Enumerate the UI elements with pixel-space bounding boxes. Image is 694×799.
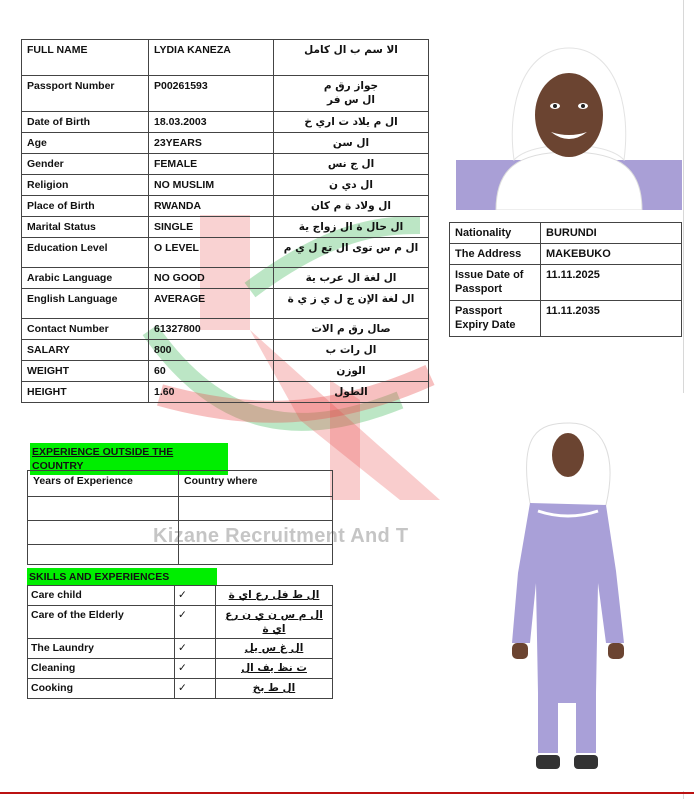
- info-value: FEMALE: [149, 154, 274, 175]
- skill-arabic-label: ال ط بخ: [216, 679, 333, 699]
- info-value: O LEVEL: [149, 238, 274, 268]
- info-label: Age: [22, 133, 149, 154]
- info-label: Marital Status: [22, 217, 149, 238]
- info-label: Arabic Language: [22, 268, 149, 289]
- skill-arabic-label: ال م س ن ي ن رع اي ة: [216, 606, 333, 639]
- experience-years-header: Years of Experience: [28, 471, 179, 497]
- info-row: [22, 154, 429, 175]
- info-arabic-label: ال لغة ال عرب ية: [274, 268, 429, 289]
- info-arabic-label: ال ولاد ة م كان: [274, 196, 429, 217]
- skills-heading: SKILLS AND EXPERIENCES: [27, 568, 217, 586]
- experience-cell: [179, 545, 333, 565]
- skill-label: Care of the Elderly: [28, 606, 175, 639]
- experience-cell: [28, 497, 179, 521]
- info-value: 18.03.2003: [149, 112, 274, 133]
- info-row: [22, 238, 429, 268]
- info-value: 1.60: [149, 382, 274, 403]
- info-value: 23YEARS: [149, 133, 274, 154]
- experience-cell: [28, 521, 179, 545]
- experience-table: [27, 470, 333, 565]
- info-arabic-label: ال دي ن: [274, 175, 429, 196]
- portrait-photo: [456, 40, 682, 210]
- info-arabic-label: ال حال ة ال زواج ية: [274, 217, 429, 238]
- info-label: HEIGHT: [22, 382, 149, 403]
- skill-row: [28, 679, 333, 699]
- passport-value: 11.11.2025: [541, 265, 682, 301]
- passport-info-table: [449, 222, 682, 337]
- info-row: [22, 40, 429, 76]
- skill-check-icon: ✓: [175, 639, 216, 659]
- info-row: [22, 112, 429, 133]
- skill-arabic-label: ال غ س يل: [216, 639, 333, 659]
- info-label: Religion: [22, 175, 149, 196]
- info-row: [22, 319, 429, 340]
- passport-row: [450, 244, 682, 265]
- skill-row: [28, 659, 333, 679]
- experience-cell: [179, 497, 333, 521]
- skill-check-icon: ✓: [175, 606, 216, 639]
- passport-label: Issue Date of Passport: [450, 265, 541, 301]
- info-row: [22, 382, 429, 403]
- info-row: [22, 289, 429, 319]
- info-value: NO GOOD: [149, 268, 274, 289]
- info-value: NO MUSLIM: [149, 175, 274, 196]
- skill-row: [28, 586, 333, 606]
- skill-check-icon: ✓: [175, 679, 216, 699]
- skill-row: [28, 639, 333, 659]
- info-arabic-label: جواز رق م ال س فر: [274, 76, 429, 112]
- info-arabic-label: الطول: [274, 382, 429, 403]
- passport-value: BURUNDI: [541, 223, 682, 244]
- info-arabic-label: ال لغة الإن ج ل ي ز ي ة: [274, 289, 429, 319]
- passport-value: 11.11.2035: [541, 301, 682, 337]
- info-arabic-label: صال رق م الات: [274, 319, 429, 340]
- passport-row: [450, 301, 682, 337]
- info-value: P00261593: [149, 76, 274, 112]
- info-label: Contact Number: [22, 319, 149, 340]
- skills-table: [27, 585, 333, 699]
- skill-row: [28, 606, 333, 639]
- info-value: SINGLE: [149, 217, 274, 238]
- info-arabic-label: ال م س توى ال تع ل ي م: [274, 238, 429, 268]
- info-row: [22, 76, 429, 112]
- passport-label: Nationality: [450, 223, 541, 244]
- info-label: FULL NAME: [22, 40, 149, 76]
- info-row: [22, 133, 429, 154]
- info-value: RWANDA: [149, 196, 274, 217]
- passport-value: MAKEBUKO: [541, 244, 682, 265]
- info-value: 800: [149, 340, 274, 361]
- skill-arabic-label: ال ط فل رع اي ة: [216, 586, 333, 606]
- info-row: [22, 175, 429, 196]
- skill-label: Cooking: [28, 679, 175, 699]
- info-arabic-label: ال م يلاد ت اري خ: [274, 112, 429, 133]
- info-label: WEIGHT: [22, 361, 149, 382]
- passport-label: Passport Expiry Date: [450, 301, 541, 337]
- info-arabic-label: الا سم ب ال كامل: [274, 40, 429, 76]
- skill-label: The Laundry: [28, 639, 175, 659]
- skill-check-icon: ✓: [175, 659, 216, 679]
- info-arabic-label: الوزن: [274, 361, 429, 382]
- skill-arabic-label: ت نظ يف ال: [216, 659, 333, 679]
- info-row: [22, 268, 429, 289]
- passport-row: [450, 265, 682, 301]
- passport-label: The Address: [450, 244, 541, 265]
- experience-heading: EXPERIENCE OUTSIDE THE COUNTRY: [30, 443, 228, 475]
- info-label: Gender: [22, 154, 149, 175]
- personal-info-table: [21, 39, 429, 403]
- passport-row: [450, 223, 682, 244]
- info-row: [22, 217, 429, 238]
- info-value: 61327800: [149, 319, 274, 340]
- skill-label: Cleaning: [28, 659, 175, 679]
- experience-country-header: Country where: [179, 471, 333, 497]
- info-value: LYDIA KANEZA: [149, 40, 274, 76]
- watermark-text: Kizane Recruitment And T: [153, 525, 409, 547]
- info-arabic-label: ال رات ب: [274, 340, 429, 361]
- page-bottom-line: [0, 792, 694, 794]
- info-row: [22, 196, 429, 217]
- info-value: 60: [149, 361, 274, 382]
- info-row: [22, 340, 429, 361]
- info-label: SALARY: [22, 340, 149, 361]
- experience-cell: [28, 545, 179, 565]
- info-label: Passport Number: [22, 76, 149, 112]
- info-label: English Language: [22, 289, 149, 319]
- experience-cell: [179, 521, 333, 545]
- info-label: Education Level: [22, 238, 149, 268]
- skill-check-icon: ✓: [175, 586, 216, 606]
- info-value: AVERAGE: [149, 289, 274, 319]
- skill-label: Care child: [28, 586, 175, 606]
- info-label: Place of Birth: [22, 196, 149, 217]
- full-body-photo: [438, 393, 686, 791]
- info-row: [22, 361, 429, 382]
- info-label: Date of Birth: [22, 112, 149, 133]
- info-arabic-label: ال سن: [274, 133, 429, 154]
- info-arabic-label: ال ج نس: [274, 154, 429, 175]
